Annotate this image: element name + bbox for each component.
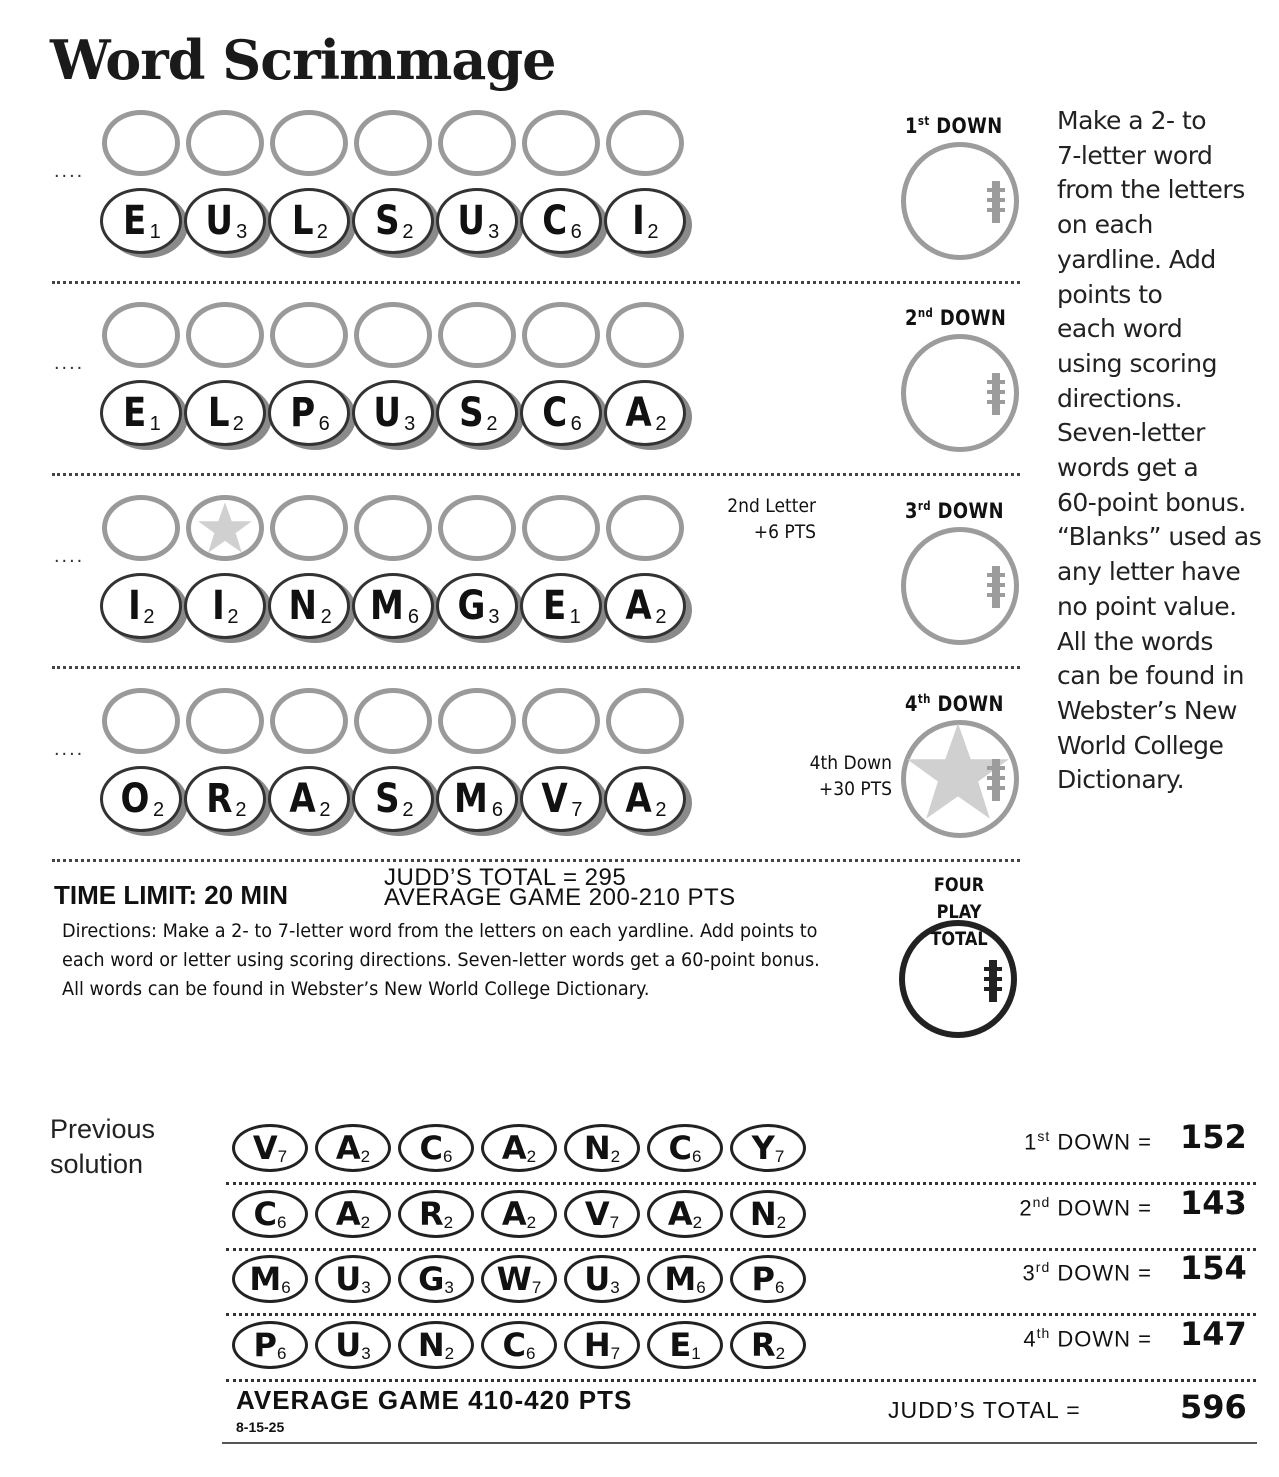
tile-points: 6 <box>570 220 582 243</box>
tile-letter: M <box>454 776 488 822</box>
letter-tile[interactable] <box>520 188 602 254</box>
solution-row-3 <box>232 1251 1262 1307</box>
answer-slot[interactable] <box>186 495 264 561</box>
answer-slot[interactable] <box>438 495 516 561</box>
tile-points: 7 <box>277 1147 288 1166</box>
tile-letter: G <box>456 583 485 629</box>
tile-points: 6 <box>443 1147 453 1166</box>
answer-slot[interactable] <box>186 110 264 176</box>
tile-points: 2 <box>486 412 498 435</box>
tile-points: 2 <box>655 798 667 821</box>
tile-points: 2 <box>320 605 332 628</box>
solution-tile <box>481 1190 557 1238</box>
letter-tile[interactable] <box>100 766 182 832</box>
solution-down-score: 143 <box>1180 1184 1247 1222</box>
yardline-separator <box>52 666 1020 669</box>
star-bonus-icon <box>197 500 253 556</box>
letter-tile[interactable] <box>352 766 434 832</box>
tile-letter: I <box>128 583 142 629</box>
solution-tile <box>647 1190 723 1238</box>
tile-letter: E <box>543 583 567 629</box>
tile-letter: Y <box>751 1129 775 1167</box>
solution-tile <box>315 1255 391 1303</box>
bonus-note: 2nd Letter +6 PTS <box>727 495 816 543</box>
page-title: Word Scrimmage <box>50 28 556 92</box>
tile-letter: U <box>457 198 485 244</box>
tile-letter: P <box>290 390 316 436</box>
answer-slot[interactable] <box>438 302 516 368</box>
letter-tile[interactable] <box>352 573 434 639</box>
sidebar-line: points to <box>1057 279 1163 309</box>
answer-slot[interactable] <box>606 110 684 176</box>
tile-letter: R <box>205 776 233 822</box>
down-score-ball[interactable] <box>901 142 1019 260</box>
letter-tile[interactable] <box>268 188 350 254</box>
tile-points: 2 <box>232 412 244 435</box>
tile-letter: U <box>205 198 233 244</box>
tile-letter: C <box>419 1129 443 1167</box>
solution-tile <box>730 1255 806 1303</box>
solution-tile <box>730 1124 806 1172</box>
yardline-row-3 <box>0 493 1030 683</box>
letter-tile[interactable] <box>100 380 182 446</box>
tile-letter: R <box>418 1195 444 1233</box>
tile-letter: U <box>335 1260 362 1298</box>
tile-letter: N <box>288 583 318 629</box>
tile-letter: N <box>417 1326 445 1364</box>
down-label-3: 3rd DOWN <box>905 499 1005 523</box>
solution-tile <box>481 1321 557 1369</box>
letter-tile[interactable] <box>184 380 266 446</box>
solution-down-label: 1st DOWN = <box>1024 1128 1152 1155</box>
tile-points: 2 <box>775 1344 786 1363</box>
tile-letter: A <box>501 1195 527 1233</box>
solution-tile <box>730 1190 806 1238</box>
tile-points: 2 <box>776 1213 787 1232</box>
tile-points: 2 <box>526 1213 537 1232</box>
yardline-row-4 <box>0 686 1030 876</box>
football-lace-icon <box>992 566 1000 608</box>
tile-points: 2 <box>610 1147 621 1166</box>
tile-points: 6 <box>526 1344 536 1363</box>
solution-row-1 <box>232 1120 1262 1176</box>
down-label-1: 1st DOWN <box>905 114 1003 138</box>
tile-points: 3 <box>444 1278 454 1297</box>
answer-slot[interactable] <box>186 302 264 368</box>
solution-tile <box>232 1124 308 1172</box>
answer-slot[interactable] <box>102 495 180 561</box>
solution-tile <box>564 1255 640 1303</box>
tile-points: 2 <box>443 1213 454 1232</box>
tile-points: 2 <box>444 1344 455 1363</box>
down-label-2: 2nd DOWN <box>905 306 1007 330</box>
solution-tile <box>564 1190 640 1238</box>
tile-letter: G <box>418 1260 445 1298</box>
answer-slot[interactable] <box>102 688 180 754</box>
tile-points: 2 <box>655 412 667 435</box>
tile-letter: A <box>625 583 653 629</box>
solution-tile <box>564 1124 640 1172</box>
answer-slot[interactable] <box>354 302 432 368</box>
tile-letter: O <box>120 776 150 822</box>
sidebar-line: can be found in <box>1057 661 1244 691</box>
solution-down-label: 3rd DOWN = <box>1022 1259 1152 1286</box>
solution-tile <box>232 1321 308 1369</box>
solution-tile <box>730 1321 806 1369</box>
answer-slot[interactable] <box>270 688 348 754</box>
sidebar-line: “Blanks” used as <box>1057 522 1262 552</box>
tile-points: 2 <box>152 798 165 821</box>
letter-tile[interactable] <box>268 380 350 446</box>
tile-points: 7 <box>774 1147 785 1166</box>
tile-letter: V <box>584 1195 610 1233</box>
solution-tile <box>398 1124 474 1172</box>
bottom-rule <box>222 1442 1257 1444</box>
letter-tile[interactable] <box>184 766 266 832</box>
tile-points: 7 <box>531 1278 542 1297</box>
tile-points: 6 <box>277 1213 287 1232</box>
tile-letter: C <box>253 1195 277 1233</box>
solution-tile <box>232 1190 308 1238</box>
tile-points: 7 <box>610 1344 621 1363</box>
tile-letter: E <box>123 198 147 244</box>
tile-letter: U <box>373 390 401 436</box>
solution-separator <box>226 1379 1256 1382</box>
tile-points: 3 <box>361 1278 371 1297</box>
row-marker: .... <box>54 160 85 182</box>
tile-points: 3 <box>361 1344 371 1363</box>
tile-letter: N <box>749 1195 777 1233</box>
tile-letter: L <box>208 390 230 436</box>
average-game: AVERAGE GAME 200-210 PTS <box>384 884 736 911</box>
tile-letter: I <box>212 583 226 629</box>
letter-tile[interactable] <box>436 766 518 832</box>
row-marker: .... <box>54 352 85 374</box>
answer-slot[interactable] <box>270 302 348 368</box>
answer-slot[interactable] <box>606 688 684 754</box>
solution-tile <box>647 1124 723 1172</box>
tile-letter: A <box>501 1129 527 1167</box>
letter-tile[interactable] <box>604 766 686 832</box>
tile-letter: C <box>668 1129 692 1167</box>
tile-points: 7 <box>571 798 583 821</box>
football-lace-icon <box>992 181 1000 223</box>
tile-letter: M <box>370 583 404 629</box>
yardline-separator <box>52 473 1020 476</box>
tile-letter: W <box>496 1260 532 1298</box>
tile-points: 2 <box>319 798 331 821</box>
tile-letter: S <box>374 776 400 822</box>
tile-letter: A <box>335 1129 361 1167</box>
yardline-row-2 <box>0 300 1030 490</box>
tile-points: 3 <box>488 220 500 243</box>
tile-letter: L <box>292 198 314 244</box>
sidebar-line: directions. <box>1057 383 1183 413</box>
judds-total: JUDD’S TOTAL = 295 <box>384 864 627 891</box>
letter-tile[interactable] <box>436 573 518 639</box>
tile-letter: P <box>751 1260 775 1298</box>
tile-letter: A <box>625 390 653 436</box>
tile-points: 2 <box>143 605 155 628</box>
tile-points: 2 <box>526 1147 537 1166</box>
tile-points: 1 <box>569 605 581 628</box>
down-score-ball[interactable] <box>901 334 1019 452</box>
solution-tile <box>315 1124 391 1172</box>
letter-tile[interactable] <box>352 380 434 446</box>
solution-tile <box>481 1255 557 1303</box>
sidebar-line: Make a 2- to <box>1057 106 1207 135</box>
tile-letter: H <box>583 1326 611 1364</box>
solution-tile <box>315 1190 391 1238</box>
tile-points: 1 <box>149 412 161 435</box>
previous-solution-label: Previous solution <box>50 1114 156 1179</box>
sidebar-line: each word <box>1057 314 1183 344</box>
solution-separator <box>226 1313 1256 1316</box>
tile-points: 6 <box>491 798 503 821</box>
tile-points: 6 <box>318 412 330 435</box>
tile-points: 3 <box>610 1278 620 1297</box>
tile-points: 6 <box>696 1278 706 1297</box>
answer-slot[interactable] <box>522 110 600 176</box>
sidebar-line: on each <box>1057 210 1153 240</box>
down-label-4: 4th DOWN <box>905 692 1004 716</box>
time-limit: TIME LIMIT: 20 MIN <box>54 880 288 910</box>
answer-slot[interactable] <box>270 495 348 561</box>
tile-letter: A <box>667 1195 693 1233</box>
letter-tile[interactable] <box>436 188 518 254</box>
letter-tile[interactable] <box>268 766 350 832</box>
answer-slot[interactable] <box>438 688 516 754</box>
solution-tile <box>398 1255 474 1303</box>
sidebar-line: from the letters <box>1057 175 1245 205</box>
answer-slot[interactable] <box>102 302 180 368</box>
tile-points: 2 <box>655 605 667 628</box>
letter-tile[interactable] <box>520 380 602 446</box>
letter-tile[interactable] <box>604 380 686 446</box>
tile-points: 2 <box>402 798 414 821</box>
tile-points: 6 <box>281 1278 291 1297</box>
solution-tile <box>232 1255 308 1303</box>
letter-tile[interactable] <box>352 188 434 254</box>
directions-text: Directions: Make a 2- to 7-letter word from the letters on each yardline. Add points to each word or letter using scoring directions. Seven-letter words get a 60-point bonus. All words can be found in Webster’s New World College Dictionary. <box>62 921 820 1000</box>
solution-down-score: 152 <box>1180 1118 1247 1156</box>
tile-points: 2 <box>402 220 414 243</box>
tile-points: 2 <box>692 1213 703 1232</box>
tile-letter: I <box>632 198 646 244</box>
solution-row-2 <box>232 1186 1262 1242</box>
solution-tile <box>398 1321 474 1369</box>
letter-tile[interactable] <box>268 573 350 639</box>
football-lace-icon <box>992 759 1000 801</box>
solution-tile <box>564 1321 640 1369</box>
tile-points: 2 <box>235 798 247 821</box>
yardline-row-1 <box>0 108 1030 298</box>
tile-points: 6 <box>407 605 419 628</box>
solution-down-label: 2nd DOWN = <box>1019 1194 1152 1221</box>
tile-letter: S <box>458 390 484 436</box>
tile-points: 1 <box>691 1344 701 1363</box>
tile-points: 3 <box>488 605 500 628</box>
answer-slot[interactable] <box>438 110 516 176</box>
tile-letter: V <box>252 1129 278 1167</box>
four-play-total-ball[interactable] <box>899 920 1017 1038</box>
sidebar-line: Seven-letter <box>1057 418 1205 448</box>
sidebar-line: any letter have <box>1057 557 1241 587</box>
instructions-sidebar <box>1057 104 1277 798</box>
answer-slot[interactable] <box>606 302 684 368</box>
answer-slot[interactable] <box>354 495 432 561</box>
tile-points: 7 <box>609 1213 620 1232</box>
solution-down-label: 4th DOWN = <box>1023 1325 1152 1352</box>
tile-points: 2 <box>316 220 328 243</box>
tile-points: 6 <box>276 1344 287 1363</box>
tile-letter: C <box>542 198 568 244</box>
solution-tile <box>398 1190 474 1238</box>
solution-down-score: 154 <box>1180 1249 1247 1287</box>
sidebar-line: World College <box>1057 730 1224 760</box>
four-play-total-label: FOUR PLAY TOTAL <box>930 874 988 950</box>
row-marker: .... <box>54 545 85 567</box>
sidebar-line: All the words <box>1057 626 1213 656</box>
tile-letter: P <box>253 1326 277 1364</box>
sidebar-line: words get a <box>1057 453 1199 483</box>
answer-slot[interactable] <box>270 110 348 176</box>
letter-tile[interactable] <box>520 766 602 832</box>
tile-points: 3 <box>404 412 416 435</box>
tile-letter: S <box>374 198 400 244</box>
tile-letter: M <box>664 1260 697 1298</box>
letter-tile[interactable] <box>100 573 182 639</box>
previous-average-game: AVERAGE GAME 410-420 PTS <box>236 1385 633 1415</box>
tile-points: 2 <box>227 605 239 628</box>
tile-letter: A <box>625 776 653 822</box>
tile-letter: U <box>335 1326 362 1364</box>
sidebar-line: 7-letter word <box>1057 140 1213 170</box>
previous-judds-total-value: 596 <box>1180 1388 1247 1426</box>
down-score-ball[interactable] <box>901 527 1019 645</box>
tile-letter: C <box>502 1326 526 1364</box>
tile-letter: V <box>541 776 569 822</box>
letter-tile[interactable] <box>184 573 266 639</box>
solution-down-score: 147 <box>1180 1315 1247 1353</box>
yardline-separator <box>52 859 1020 862</box>
letter-tile[interactable] <box>184 188 266 254</box>
tile-points: 6 <box>570 412 582 435</box>
answer-slot[interactable] <box>102 110 180 176</box>
tile-points: 3 <box>236 220 248 243</box>
tile-letter: E <box>123 390 147 436</box>
answer-slot[interactable] <box>606 495 684 561</box>
sidebar-line: using scoring <box>1057 348 1217 378</box>
tile-points: 6 <box>774 1278 785 1297</box>
solution-tile <box>647 1321 723 1369</box>
tile-points: 2 <box>360 1147 371 1166</box>
tile-points: 1 <box>149 220 161 243</box>
yardline-separator <box>52 281 1020 284</box>
puzzle-date: 8-15-25 <box>236 1419 285 1435</box>
sidebar-line: yardline. Add <box>1057 244 1216 274</box>
answer-slot[interactable] <box>354 688 432 754</box>
tile-points: 2 <box>360 1213 371 1232</box>
tile-letter: A <box>289 776 317 822</box>
bonus-note: 4th Down +30 PTS <box>809 752 892 800</box>
row-marker: .... <box>54 738 85 760</box>
solution-tile <box>315 1321 391 1369</box>
letter-tile[interactable] <box>520 573 602 639</box>
tile-letter: A <box>335 1195 361 1233</box>
football-lace-icon <box>992 373 1000 415</box>
letter-tile[interactable] <box>604 188 686 254</box>
down-score-ball[interactable] <box>901 720 1019 838</box>
tile-letter: R <box>750 1326 776 1364</box>
answer-slot[interactable] <box>522 688 600 754</box>
answer-slot[interactable] <box>354 110 432 176</box>
tile-letter: N <box>583 1129 611 1167</box>
solution-separator <box>226 1182 1256 1185</box>
tile-points: 2 <box>647 220 659 243</box>
solution-tile <box>481 1124 557 1172</box>
sidebar-line: Webster’s New <box>1057 695 1237 725</box>
letter-tile[interactable] <box>100 188 182 254</box>
letter-tile[interactable] <box>604 573 686 639</box>
tile-letter: E <box>669 1326 692 1364</box>
solution-row-4 <box>232 1317 1262 1373</box>
tile-points: 6 <box>692 1147 702 1166</box>
tile-letter: U <box>584 1260 611 1298</box>
tile-letter: C <box>542 390 568 436</box>
tile-letter: M <box>249 1260 282 1298</box>
solution-tile <box>647 1255 723 1303</box>
letter-tile[interactable] <box>436 380 518 446</box>
sidebar-line: 60-point bonus. <box>1057 487 1246 517</box>
answer-slot[interactable] <box>522 495 600 561</box>
previous-judds-total-label: JUDD’S TOTAL = <box>888 1397 1081 1423</box>
answer-slot[interactable] <box>186 688 264 754</box>
sidebar-line: Dictionary. <box>1057 765 1185 795</box>
sidebar-line: no point value. <box>1057 591 1237 621</box>
answer-slot[interactable] <box>522 302 600 368</box>
